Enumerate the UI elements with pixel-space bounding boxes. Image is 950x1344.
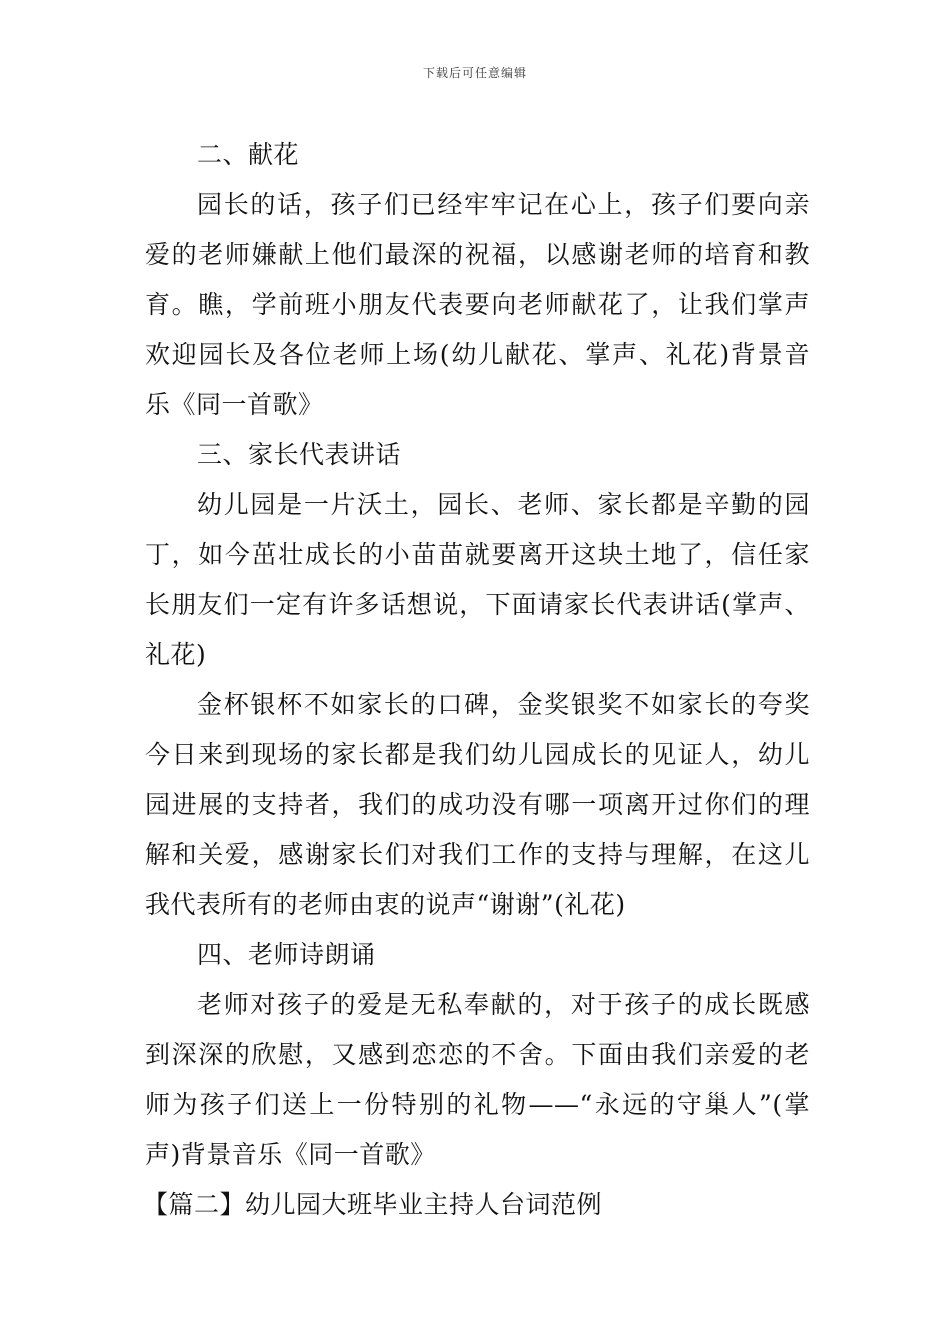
- paragraph-line: 金杯银杯不如家长的口碑，金奖银奖不如家长的夸奖: [197, 690, 810, 719]
- paragraph-line: 育。瞧，学前班小朋友代表要向老师献花了，让我们掌声: [145, 290, 810, 319]
- section-heading: 三、家长代表讲话: [197, 440, 402, 469]
- paragraph-line: 爱的老师嫌献上他们最深的祝福，以感谢老师的培育和教: [145, 240, 810, 269]
- document-body: [145, 130, 810, 1230]
- paragraph-line: 今日来到现场的家长都是我们幼儿园成长的见证人，幼儿: [145, 740, 810, 769]
- paragraph-line: 丁，如今茁壮成长的小苗苗就要离开这块土地了，信任家: [145, 540, 810, 569]
- paragraph-line: 声)背景音乐《同一首歌》: [145, 1140, 436, 1169]
- paragraph-line: 我代表所有的老师由衷的说声“谢谢”(礼花): [145, 890, 626, 919]
- paragraph-line: 礼花): [145, 640, 207, 669]
- paragraph-line: 欢迎园长及各位老师上场(幼儿献花、掌声、礼花)背景音: [145, 340, 810, 369]
- paragraph-line: 长朋友们一定有许多话想说，下面请家长代表讲话(掌声、: [145, 590, 810, 619]
- paragraph-line: 师为孩子们送上一份特别的礼物——“永远的守巢人”(掌: [145, 1090, 810, 1119]
- paragraph-line: 幼儿园是一片沃土，园长、老师、家长都是辛勤的园: [197, 490, 810, 519]
- paragraph-line: 乐《同一首歌》: [145, 390, 324, 419]
- section-heading: 四、老师诗朗诵: [197, 940, 376, 969]
- paragraph-line: 到深深的欣慰，又感到恋恋的不舍。下面由我们亲爱的老: [145, 1040, 810, 1069]
- chapter-heading: 【篇二】幼儿园大班毕业主持人台词范例: [143, 1190, 603, 1219]
- paragraph-line: 解和关爱，感谢家长们对我们工作的支持与理解，在这儿: [145, 840, 810, 869]
- paragraph-line: 园进展的支持者，我们的成功没有哪一项离开过你们的理: [145, 790, 810, 819]
- header-note: 下载后可任意编辑: [422, 66, 527, 80]
- paragraph-line: 园长的话，孩子们已经牢牢记在心上，孩子们要向亲: [197, 190, 810, 219]
- paragraph-line: 老师对孩子的爱是无私奉献的，对于孩子的成长既感: [197, 990, 810, 1019]
- section-heading: 二、献花: [197, 140, 300, 169]
